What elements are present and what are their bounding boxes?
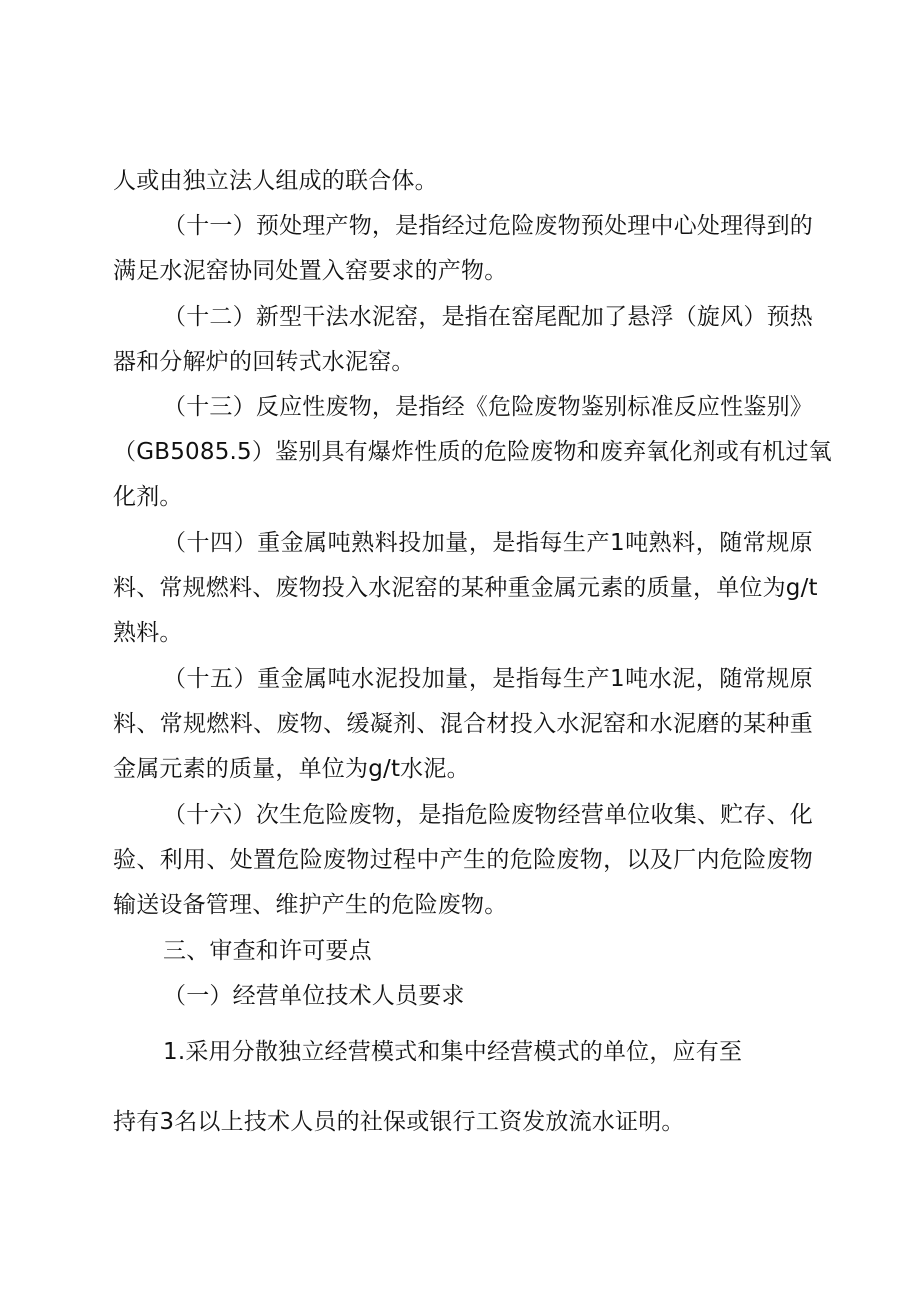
text-line: 人或由独立法人组成的联合体。 (113, 168, 438, 194)
text-line: 器和分解炉的回转式水泥窑。 (113, 349, 415, 375)
text-line: 满足水泥窑协同处置入窑要求的产物。 (113, 258, 508, 284)
text-line: 料、常规燃料、废物、缓凝剂、混合材投入水泥窑和水泥磨的某种重 (113, 711, 813, 737)
text-line: 输送设备管理、维护产生的危险废物。 (113, 892, 508, 918)
text-line: 持有3名以上技术人员的社保或银行工资发放流水证明。 (113, 1109, 685, 1135)
text-line: （十一）预处理产物，是指经过危险废物预处理中心处理得到的 (163, 213, 813, 239)
text-line: 金属元素的质量，单位为g/t水泥。 (113, 756, 470, 782)
text-line: （十三）反应性废物，是指经《危险废物鉴别标准反应性鉴别》 (163, 394, 813, 420)
text-line: （GB5085.5）鉴别具有爆炸性质的危险废物和废弃氧化剂或有机过氧 (113, 439, 832, 465)
text-line: （十二）新型干法水泥窑，是指在窑尾配加了悬浮（旋风）预热 (163, 304, 813, 330)
text-line: 熟料。 (113, 620, 183, 646)
text-line: （十五）重金属吨水泥投加量，是指每生产1吨水泥，随常规原 (163, 666, 813, 692)
text-line: （十四）重金属吨熟料投加量，是指每生产1吨熟料，随常规原 (163, 530, 813, 556)
section-heading: 三、审查和许可要点 (163, 938, 372, 964)
text-line: （十六）次生危险废物，是指危险废物经营单位收集、贮存、化 (163, 802, 813, 828)
text-line: 验、利用、处置危险废物过程中产生的危险废物，以及厂内危险废物 (113, 847, 813, 873)
subsection-heading: （一）经营单位技术人员要求 (163, 983, 465, 1009)
text-line: 料、常规燃料、废物投入水泥窑的某种重金属元素的质量，单位为g/t (113, 575, 818, 601)
text-line: 化剂。 (113, 484, 183, 510)
text-line: 1.采用分散独立经营模式和集中经营模式的单位，应有至 (163, 1039, 743, 1065)
